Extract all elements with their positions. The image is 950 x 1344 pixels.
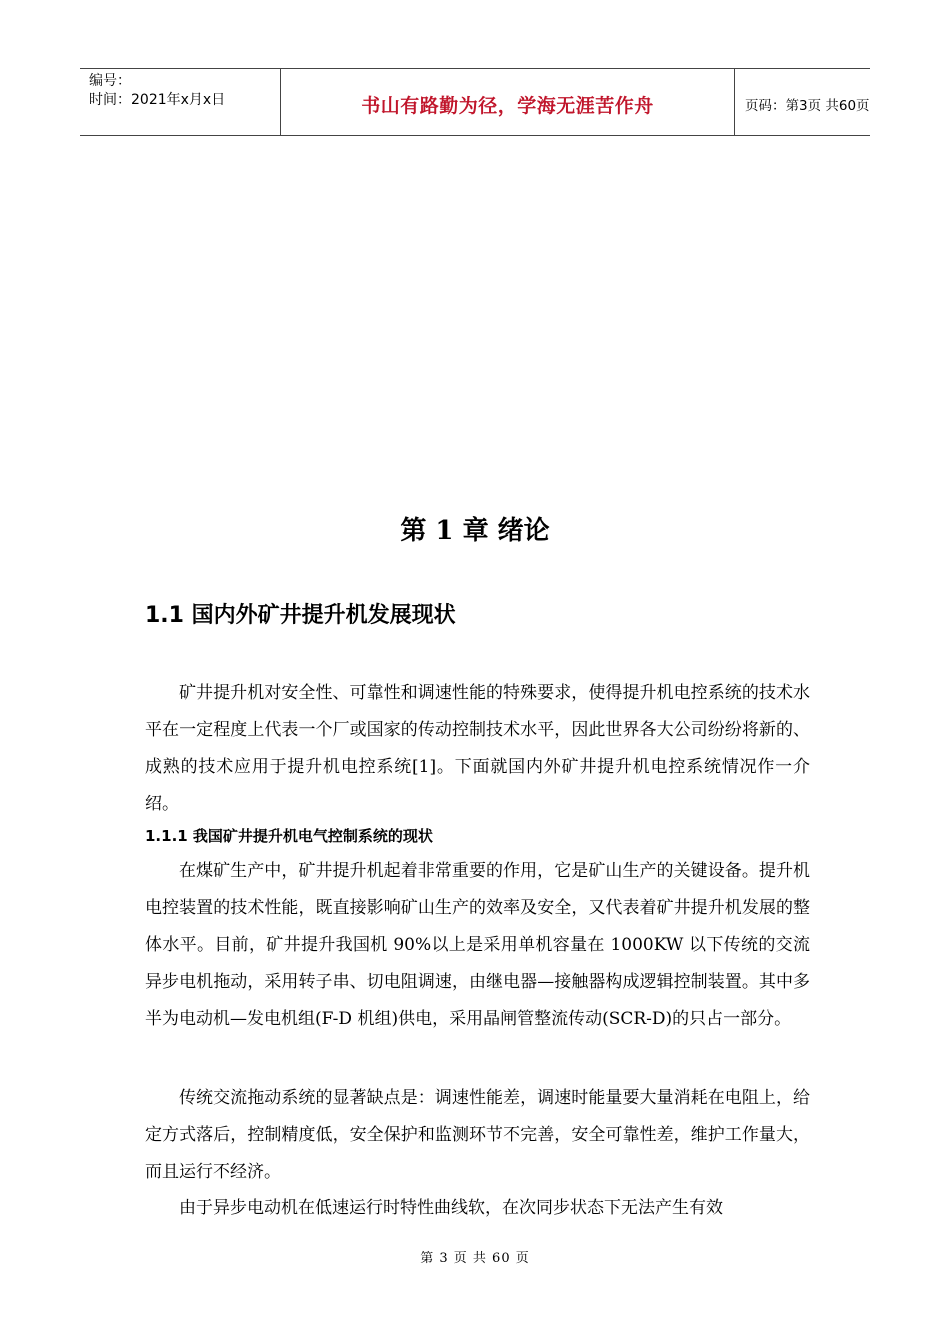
page-footer: 第 3 页 共 60 页 bbox=[420, 1251, 530, 1266]
chapter-title: 第 1 章 绪论 bbox=[400, 516, 550, 546]
section-intro-paragraph: 矿井提升机对安全性、可靠性和调速性能的特殊要求，使得提升机电控系统的技术水平在一定程度上代表一个厂或国家的传动控制技术水平，因此世界各大公司纷纷将新的、成熟的技术应用于提升机电控系统[1]。下面就国内外矿井提升机电控系统情况作一介绍。 bbox=[145, 683, 810, 814]
body-paragraph: 由于异步电动机在低速运行时特性曲线软，在次同步状态下无法产生有效 bbox=[179, 1198, 723, 1218]
document-number-label: 编号： bbox=[89, 73, 131, 89]
header-motto-cell bbox=[281, 69, 735, 135]
section-title: 1.1 国内外矿井提升机发展现状 bbox=[145, 603, 456, 628]
header-motto: 书山有路勤为径，学海无涯苦作舟 bbox=[361, 95, 654, 117]
body-paragraph: 在煤矿生产中，矿井提升机起着非常重要的作用，它是矿山生产的关键设备。提升机电控装置的技术性能，既直接影响矿山生产的效率及安全，又代表着矿井提升机发展的整体水平。目前，矿井提升我国机 90%以上是采用单机容量在 1000KW 以下传统的交流异步电机拖动，采用转子串、切电阻调速，由继电器—接触器构成逻辑控制装置。其中多半为电动机—发电机组(F-D 机组)供电，采用晶闸管整流传动(SCR-D)的只占一部分。 bbox=[145, 861, 810, 1029]
document-date-label: 时间：2021年x月x日 bbox=[89, 92, 226, 108]
header-meta-cell bbox=[80, 69, 281, 135]
subsection-title: 1.1.1 我国矿井提升机电气控制系统的现状 bbox=[145, 827, 433, 845]
header-page-info: 页码：第3页 共60页 bbox=[745, 98, 870, 114]
body-paragraph: 传统交流拖动系统的显著缺点是：调速性能差，调速时能量要大量消耗在电阻上，给定方式落后，控制精度低，安全保护和监测环节不完善，安全可靠性差，维护工作量大，而且运行不经济。 bbox=[145, 1088, 810, 1182]
header-page-cell bbox=[735, 69, 870, 135]
page-header bbox=[80, 68, 870, 136]
